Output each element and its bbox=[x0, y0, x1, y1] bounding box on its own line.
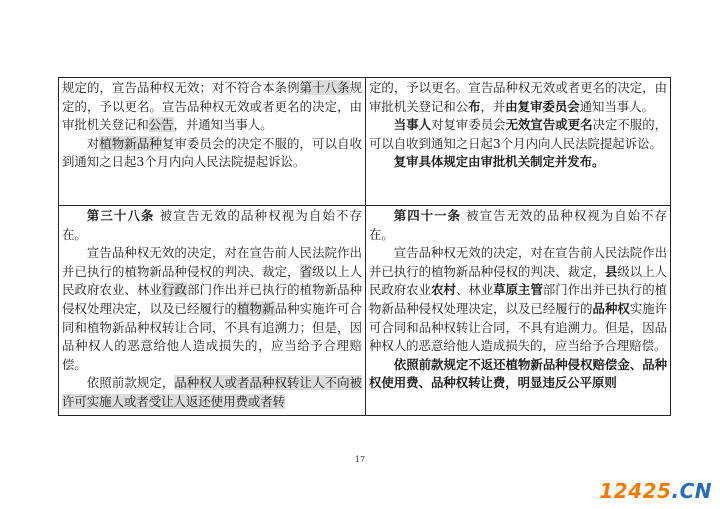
changed-text: 布 bbox=[468, 98, 481, 114]
old-text-cell bbox=[59, 78, 366, 206]
paragraph bbox=[369, 356, 667, 393]
changed-text: 县 bbox=[604, 263, 618, 279]
highlight: 行政 bbox=[162, 282, 188, 298]
changed-text: 品种权 bbox=[592, 300, 630, 316]
old-text-cell bbox=[59, 206, 366, 416]
changed-text: 无效宣告或更名 bbox=[505, 117, 593, 133]
paragraph: 宣告品种权无效的决定，对在宣告前人民法院作出并已执行的植物新品种侵权的判决、裁定，省级以上人民政府农业、林业行政部门作出并已执行的植物新品种侵权处理决定，以及已经履行的植物新品种实施许可合同和植物新品种权转让合同，不具有追溯力；但是，因品种权人的恶意给他人造成损失的，应当给予合理赔偿。 bbox=[62, 245, 363, 372]
highlight: 植物新 bbox=[237, 300, 275, 316]
changed-text: 当事人 bbox=[393, 117, 432, 133]
paragraph bbox=[369, 153, 667, 172]
paragraph: 依照前款规定，品种权人或者品种权转让人不向被许可实施人或者受让人返还使用费或者转 bbox=[62, 375, 363, 409]
paragraph: 第三十八条 被宣告无效的品种权视为自始不存在。 bbox=[62, 208, 362, 242]
paragraph: 规定的，宣告品种权无效；对不符合本条例第十八条规定的，予以更名。宣告品种权无效或者更名的决定，由审批机关登记和公告，并通知当事人。 bbox=[62, 80, 363, 133]
comparison-table bbox=[58, 77, 671, 416]
table-row bbox=[59, 206, 671, 416]
highlight: 省 bbox=[299, 263, 313, 279]
article-heading: 第三十八条 bbox=[86, 208, 155, 223]
highlight: 公告 bbox=[148, 117, 174, 133]
table-row bbox=[59, 78, 671, 206]
changed-text: 草原主管 bbox=[493, 282, 543, 298]
paragraph: 定的，予以更名。宣告品种权无效或者更名的决定，由审批机关登记和公布，并由复审委员会通知当事人。 bbox=[369, 80, 667, 114]
article-heading: 第四十一条 bbox=[393, 208, 462, 223]
watermark-number: 12425 bbox=[599, 479, 672, 503]
watermark-logo bbox=[599, 479, 712, 503]
changed-text: 依照前款规定不返还植物新品种侵权赔偿金、品种权使用费、品种权转让费，明显违反公平原则 bbox=[369, 356, 667, 391]
changed-text: 农村 bbox=[431, 282, 456, 298]
page-number: 17 bbox=[354, 455, 366, 464]
paragraph: 对植物新品种复审委员会的决定不服的，可以自收到通知之日起3个月内向人民法院提起诉讼。 bbox=[62, 135, 363, 170]
paragraph: 第四十一条 被宣告无效的品种权视为自始不存在。 bbox=[369, 208, 667, 242]
highlight: 品种权人或者品种权转让人不向被许可实施人或者受让人返还使用费或者转 bbox=[62, 375, 363, 409]
changed-text: 由复审委员会 bbox=[505, 98, 580, 114]
new-text-cell bbox=[366, 78, 671, 206]
changed-text: 复审具体规定由审批机关制定并发布。 bbox=[393, 154, 605, 170]
watermark-domain: .CN bbox=[671, 479, 712, 503]
paragraph: 当事人对复审委员会无效宣告或更名决定不服的，可以自收到通知之日起3个月内向人民法院提起诉讼。 bbox=[369, 117, 668, 151]
highlight: 植物新品种 bbox=[99, 135, 162, 151]
new-text-cell bbox=[366, 206, 671, 416]
paragraph: 宣告品种权无效的决定，对在宣告前人民法院作出并已执行的植物新品种侵权的判决、裁定，县级以上人民政府农业农村、林业草原主管部门作出并已执行的植物新品种侵权处理决定，以及已经履行的品种权实施许可合同和品种权转让合同，不具有追溯力。但是，因品种权人的恶意给他人造成损失的，应当给予合理赔偿。 bbox=[369, 245, 668, 354]
highlight: 第十八条 bbox=[299, 80, 350, 95]
